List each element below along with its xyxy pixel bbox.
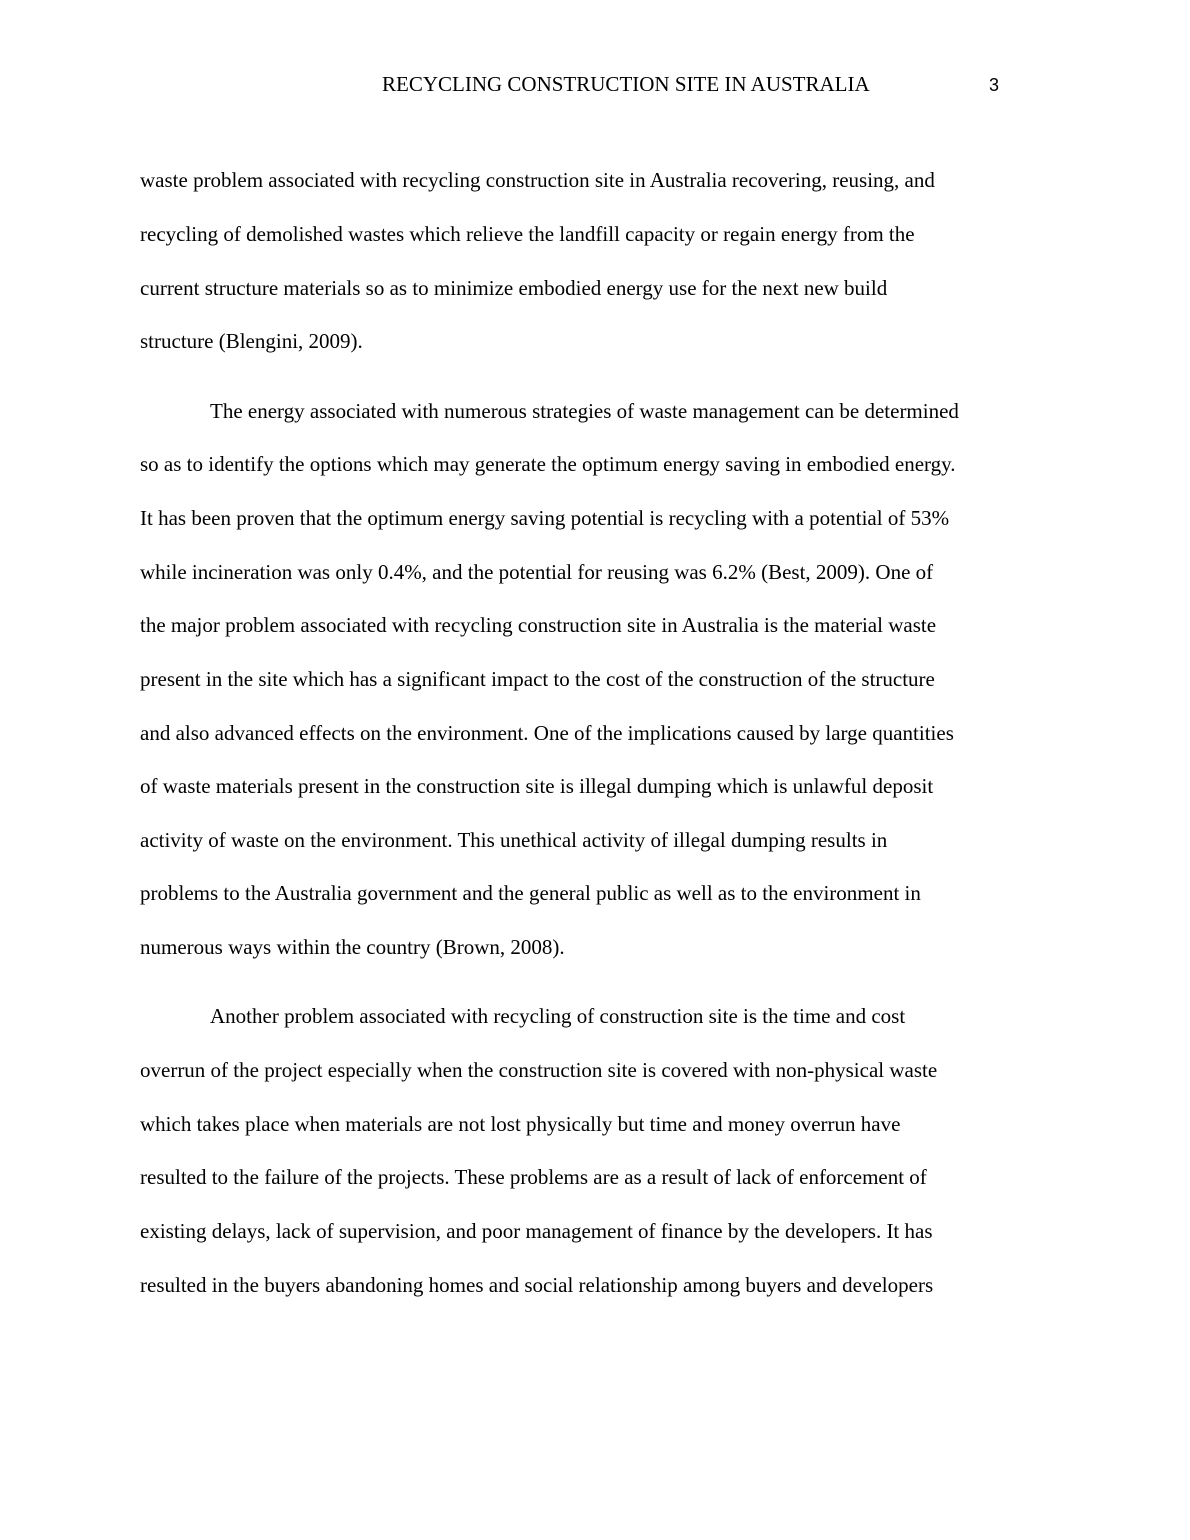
text-line: which takes place when materials are not lost physically but time and money overrun have [140, 1112, 901, 1136]
running-head: RECYCLING CONSTRUCTION SITE IN AUSTRALIA [382, 72, 870, 96]
text-line: so as to identify the options which may generate the optimum energy saving in embodied energy. [140, 452, 956, 476]
text-line: overrun of the project especially when the construction site is covered with non-physical waste [140, 1058, 938, 1082]
text-line: and also advanced effects on the environment. One of the implications caused by large quantities [140, 721, 954, 745]
text-line: Another problem associated with recycling of construction site is the time and cost [210, 1004, 906, 1028]
text-line: The energy associated with numerous strategies of waste management can be determined [210, 399, 959, 423]
text-line: resulted in the buyers abandoning homes and social relationship among buyers and developers [140, 1273, 934, 1297]
text-line: recycling of demolished wastes which relieve the landfill capacity or regain energy from the [140, 222, 915, 246]
text-line: problems to the Australia government and the general public as well as to the environment in [140, 881, 921, 905]
text-line: numerous ways within the country (Brown, 2008). [140, 935, 565, 959]
text-line: the major problem associated with recycling construction site in Australia is the material waste [140, 613, 937, 637]
text-line: present in the site which has a significant impact to the cost of the construction of the structure [140, 667, 935, 691]
page-number: 3 [989, 75, 1000, 95]
text-line: activity of waste on the environment. This unethical activity of illegal dumping results in [140, 828, 888, 852]
text-line: It has been proven that the optimum energy saving potential is recycling with a potential of 53% [140, 506, 950, 530]
text-line: structure (Blengini, 2009). [140, 329, 363, 353]
text-line: waste problem associated with recycling construction site in Australia recovering, reusing, and [140, 168, 935, 192]
text-line: of waste materials present in the construction site is illegal dumping which is unlawful deposit [140, 774, 934, 798]
text-line: while incineration was only 0.4%, and the potential for reusing was 6.2% (Best, 2009). One of [140, 560, 934, 584]
text-line: current structure materials so as to minimize embodied energy use for the next new build [140, 276, 888, 300]
text-line: existing delays, lack of supervision, and poor management of finance by the developers. It has [140, 1219, 933, 1243]
text-line: resulted to the failure of the projects. These problems are as a result of lack of enforcement of [140, 1165, 927, 1189]
